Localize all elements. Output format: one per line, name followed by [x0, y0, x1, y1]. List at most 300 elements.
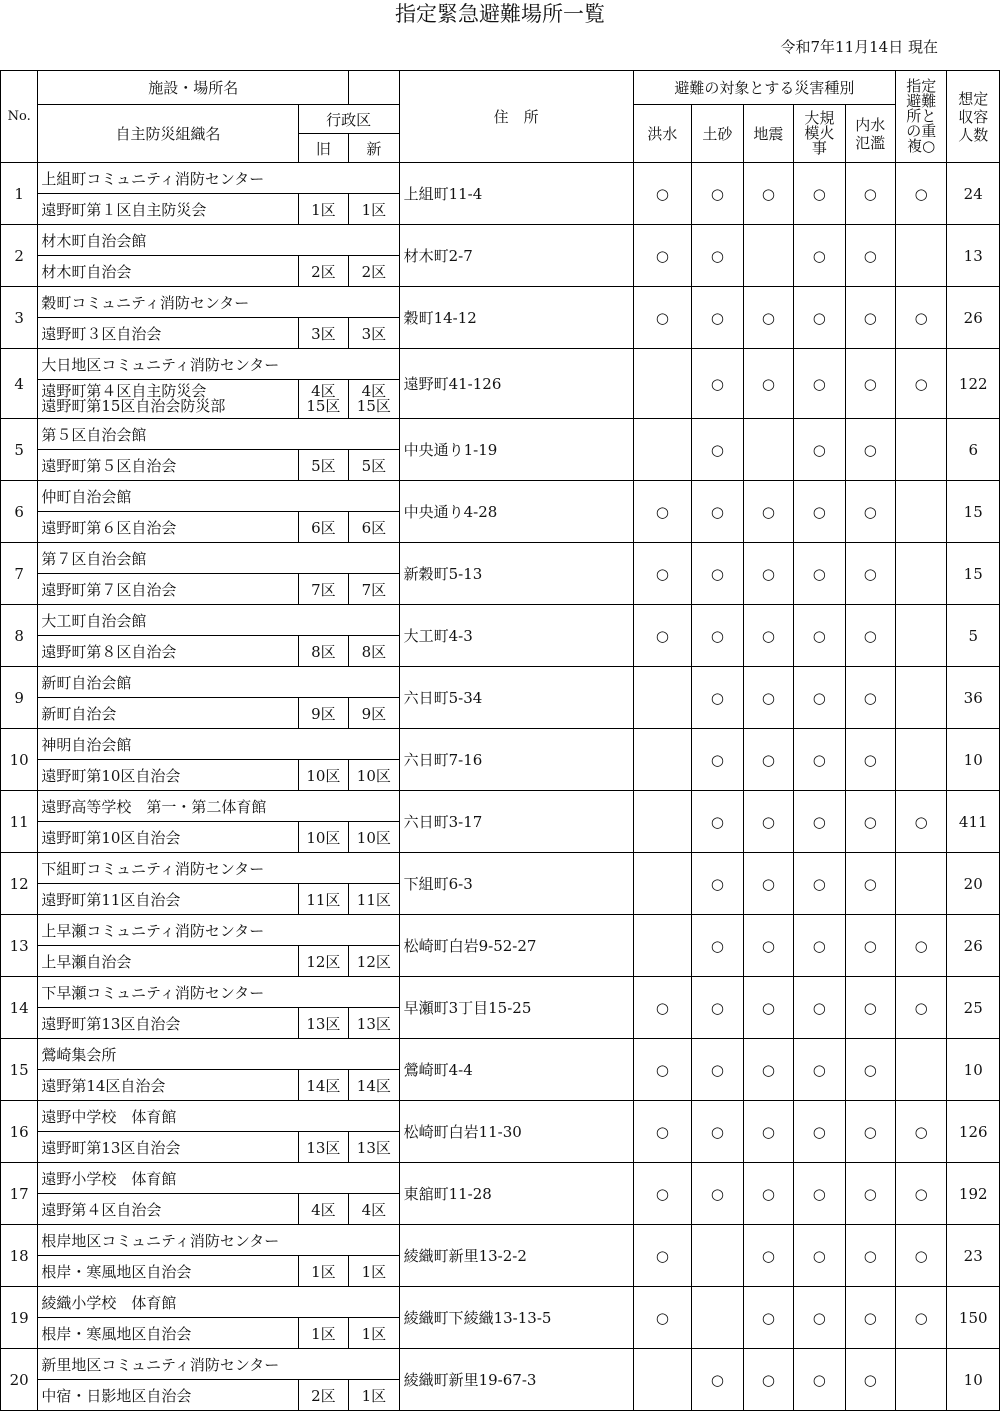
fire-mark: ○ — [794, 419, 845, 481]
inland-flood-mark: ○ — [845, 1349, 895, 1411]
overlap-mark: ○ — [896, 1287, 947, 1349]
landslide-mark: ○ — [692, 729, 743, 791]
address: 穀町14-12 — [399, 287, 633, 349]
earthquake-mark: ○ — [743, 1287, 793, 1349]
ward-new: 1区 — [349, 1318, 399, 1349]
capacity: 10 — [947, 1349, 1000, 1411]
ward-old: 4区 — [298, 1194, 348, 1225]
earthquake-mark: ○ — [743, 667, 793, 729]
flood-mark — [633, 791, 692, 853]
ward-old: 6区 — [298, 512, 348, 543]
address: 六日町7-16 — [399, 729, 633, 791]
landslide-mark: ○ — [692, 1039, 743, 1101]
facility-name: 大日地区コミュニティ消防センター — [38, 349, 399, 380]
facility-name: 鶯崎集会所 — [38, 1039, 399, 1070]
header-flood: 洪水 — [633, 105, 692, 163]
org-name: 遠野町第１区自主防災会 — [38, 194, 298, 225]
ward-new: 4区 — [361, 382, 387, 400]
facility-name: 上組町コミュニティ消防センター — [38, 163, 399, 194]
address: 上組町11-4 — [399, 163, 633, 225]
address: 綾織町新里13-2-2 — [399, 1225, 633, 1287]
ward-old: 1区 — [298, 1256, 348, 1287]
shelter-row — [1, 729, 1000, 760]
overlap-mark: ○ — [896, 1101, 947, 1163]
shelter-row — [1, 163, 1000, 194]
fire-mark: ○ — [794, 543, 845, 605]
capacity: 192 — [947, 1163, 1000, 1225]
capacity: 15 — [947, 481, 1000, 543]
landslide-mark: ○ — [692, 225, 743, 287]
capacity: 36 — [947, 667, 1000, 729]
capacity: 122 — [947, 349, 1000, 419]
overlap-mark — [896, 729, 947, 791]
capacity: 15 — [947, 543, 1000, 605]
capacity: 13 — [947, 225, 1000, 287]
org-name: 遠野町第７区自治会 — [38, 574, 298, 605]
overlap-mark — [896, 543, 947, 605]
facility-name: 下早瀬コミュニティ消防センター — [38, 977, 399, 1008]
shelter-row — [1, 1225, 1000, 1256]
org-name: 新町自治会 — [38, 698, 298, 729]
shelter-row — [1, 977, 1000, 1008]
landslide-mark — [692, 1287, 743, 1349]
earthquake-mark: ○ — [743, 1101, 793, 1163]
earthquake-mark: ○ — [743, 1349, 793, 1411]
flood-mark: ○ — [633, 1039, 692, 1101]
inland-flood-mark: ○ — [845, 853, 895, 915]
ward-new: 14区 — [349, 1070, 399, 1101]
capacity: 10 — [947, 1039, 1000, 1101]
ward-old: 2区 — [298, 1380, 348, 1411]
org-name-2: 遠野町第15区自治会防災部 — [41, 397, 226, 415]
earthquake-mark: ○ — [743, 1225, 793, 1287]
earthquake-mark: ○ — [743, 1039, 793, 1101]
fire-mark: ○ — [794, 605, 845, 667]
flood-mark: ○ — [633, 1225, 692, 1287]
landslide-mark: ○ — [692, 915, 743, 977]
shelter-row — [1, 915, 1000, 946]
flood-mark — [633, 853, 692, 915]
landslide-mark: ○ — [692, 1163, 743, 1225]
landslide-mark: ○ — [692, 667, 743, 729]
fire-mark: ○ — [794, 1163, 845, 1225]
shelter-row — [1, 791, 1000, 822]
fire-mark: ○ — [794, 667, 845, 729]
capacity: 5 — [947, 605, 1000, 667]
shelter-row — [1, 225, 1000, 256]
overlap-mark: ○ — [896, 287, 947, 349]
row-number: 1 — [1, 163, 38, 225]
capacity: 25 — [947, 977, 1000, 1039]
ward-new: 1区 — [349, 1380, 399, 1411]
header-ward: 行政区 — [298, 105, 399, 134]
ward-new: 2区 — [349, 256, 399, 287]
flood-mark: ○ — [633, 543, 692, 605]
overlap-mark — [896, 1039, 947, 1101]
overlap-mark: ○ — [896, 977, 947, 1039]
shelter-row — [1, 481, 1000, 512]
address: 松崎町白岩11-30 — [399, 1101, 633, 1163]
fire-mark: ○ — [794, 287, 845, 349]
shelter-row — [1, 543, 1000, 574]
inland-flood-mark: ○ — [845, 225, 895, 287]
inland-flood-mark: ○ — [845, 419, 895, 481]
ward-old: 14区 — [298, 1070, 348, 1101]
overlap-mark — [896, 419, 947, 481]
ward-new: 11区 — [349, 884, 399, 915]
ward-new: 9区 — [349, 698, 399, 729]
ward-old-2: 15区 — [306, 397, 341, 415]
capacity: 411 — [947, 791, 1000, 853]
ward-new: 1区 — [349, 1256, 399, 1287]
earthquake-mark: ○ — [743, 349, 793, 419]
fire-mark: ○ — [794, 1225, 845, 1287]
ward-old: 12区 — [298, 946, 348, 977]
address: 遠野町41-126 — [399, 349, 633, 419]
ward-old: 3区 — [298, 318, 348, 349]
capacity: 150 — [947, 1287, 1000, 1349]
evacuation-sites-table — [0, 70, 1000, 1411]
org-name: 遠野町第５区自治会 — [38, 450, 298, 481]
row-number: 19 — [1, 1287, 38, 1349]
org-name: 遠野町３区自治会 — [38, 318, 298, 349]
ward-new: 13区 — [349, 1132, 399, 1163]
capacity: 24 — [947, 163, 1000, 225]
inland-flood-mark: ○ — [845, 481, 895, 543]
facility-name: 遠野小学校 体育館 — [38, 1163, 399, 1194]
ward-new: 10区 — [349, 822, 399, 853]
address: 東舘町11-28 — [399, 1163, 633, 1225]
ward-old: 5区 — [298, 450, 348, 481]
address: 材木町2-7 — [399, 225, 633, 287]
ward-old: 13区 — [298, 1008, 348, 1039]
ward-new: 10区 — [349, 760, 399, 791]
overlap-mark: ○ — [896, 791, 947, 853]
fire-mark: ○ — [794, 163, 845, 225]
earthquake-mark: ○ — [743, 915, 793, 977]
ward-old: 13区 — [298, 1132, 348, 1163]
flood-mark — [633, 667, 692, 729]
flood-mark — [633, 349, 692, 419]
ward-new-cell — [349, 380, 399, 419]
row-number: 12 — [1, 853, 38, 915]
earthquake-mark: ○ — [743, 605, 793, 667]
org-name: 遠野町第10区自治会 — [38, 822, 298, 853]
shelter-row — [1, 1039, 1000, 1070]
org-name: 遠野第４区自治会 — [38, 1194, 298, 1225]
fire-mark: ○ — [794, 1039, 845, 1101]
shelter-row — [1, 1163, 1000, 1194]
fire-mark: ○ — [794, 729, 845, 791]
inland-flood-mark: ○ — [845, 349, 895, 419]
capacity: 26 — [947, 915, 1000, 977]
flood-mark — [633, 915, 692, 977]
header-fire: 大規模火事 — [794, 105, 845, 163]
address: 新穀町5-13 — [399, 543, 633, 605]
flood-mark: ○ — [633, 481, 692, 543]
inland-flood-mark: ○ — [845, 667, 895, 729]
fire-mark: ○ — [794, 977, 845, 1039]
row-number: 10 — [1, 729, 38, 791]
flood-mark: ○ — [633, 1163, 692, 1225]
row-number: 4 — [1, 349, 38, 419]
landslide-mark: ○ — [692, 419, 743, 481]
document-title: 指定緊急避難場所一覧 — [395, 2, 605, 26]
row-number: 2 — [1, 225, 38, 287]
org-name: 遠野町第10区自治会 — [38, 760, 298, 791]
ward-new: 1区 — [349, 194, 399, 225]
org-name: 遠野町第４区自主防災会 — [41, 382, 207, 400]
header-landslide: 土砂 — [692, 105, 743, 163]
header-address: 住 所 — [399, 71, 633, 163]
address: 六日町5-34 — [399, 667, 633, 729]
landslide-mark: ○ — [692, 481, 743, 543]
earthquake-mark: ○ — [743, 481, 793, 543]
ward-new: 5区 — [349, 450, 399, 481]
flood-mark — [633, 729, 692, 791]
overlap-mark — [896, 1349, 947, 1411]
ward-old: 8区 — [298, 636, 348, 667]
shelter-row — [1, 667, 1000, 698]
shelter-row — [1, 287, 1000, 318]
fire-mark: ○ — [794, 1349, 845, 1411]
flood-mark: ○ — [633, 163, 692, 225]
as-of-date: 令和7年11月14日 現在 — [780, 38, 938, 56]
row-number: 3 — [1, 287, 38, 349]
shelter-row — [1, 605, 1000, 636]
earthquake-mark: ○ — [743, 543, 793, 605]
shelter-row — [1, 1287, 1000, 1318]
landslide-mark: ○ — [692, 977, 743, 1039]
header-disaster-types: 避難の対象とする災害種別 — [633, 71, 895, 105]
capacity: 10 — [947, 729, 1000, 791]
org-name: 遠野町第６区自治会 — [38, 512, 298, 543]
landslide-mark: ○ — [692, 349, 743, 419]
capacity: 20 — [947, 853, 1000, 915]
header-facility: 施設・場所名 — [38, 71, 349, 105]
flood-mark: ○ — [633, 605, 692, 667]
landslide-mark: ○ — [692, 605, 743, 667]
org-name: 遠野町第11区自治会 — [38, 884, 298, 915]
overlap-mark — [896, 605, 947, 667]
capacity: 126 — [947, 1101, 1000, 1163]
flood-mark: ○ — [633, 287, 692, 349]
inland-flood-mark: ○ — [845, 1039, 895, 1101]
earthquake-mark — [743, 225, 793, 287]
header-overlap: 指定避難所との重複○ — [896, 71, 947, 163]
header-capacity: 想定収容人数 — [947, 71, 1000, 163]
fire-mark: ○ — [794, 1287, 845, 1349]
header-ward-old: 旧 — [298, 134, 348, 163]
overlap-mark: ○ — [896, 163, 947, 225]
ward-old: 10区 — [298, 822, 348, 853]
header-inland-flood: 内水氾濫 — [845, 105, 895, 163]
facility-name: 新町自治会館 — [38, 667, 399, 698]
ward-old: 11区 — [298, 884, 348, 915]
inland-flood-mark: ○ — [845, 729, 895, 791]
row-number: 9 — [1, 667, 38, 729]
inland-flood-mark: ○ — [845, 1287, 895, 1349]
earthquake-mark: ○ — [743, 791, 793, 853]
landslide-mark: ○ — [692, 543, 743, 605]
row-number: 17 — [1, 1163, 38, 1225]
inland-flood-mark: ○ — [845, 791, 895, 853]
ward-new-2: 15区 — [356, 397, 391, 415]
facility-name: 材木町自治会館 — [38, 225, 399, 256]
ward-old: 9区 — [298, 698, 348, 729]
landslide-mark: ○ — [692, 853, 743, 915]
row-number: 18 — [1, 1225, 38, 1287]
shelter-row — [1, 1349, 1000, 1380]
inland-flood-mark: ○ — [845, 1163, 895, 1225]
overlap-mark: ○ — [896, 349, 947, 419]
fire-mark: ○ — [794, 349, 845, 419]
header-empty-cell — [349, 71, 399, 105]
org-name: 遠野町第13区自治会 — [38, 1132, 298, 1163]
org-name-cell — [38, 380, 298, 419]
flood-mark: ○ — [633, 1101, 692, 1163]
row-number: 20 — [1, 1349, 38, 1411]
ward-new: 8区 — [349, 636, 399, 667]
org-name: 材木町自治会 — [38, 256, 298, 287]
header-no: No. — [1, 71, 38, 163]
shelter-row — [1, 1101, 1000, 1132]
facility-name: 神明自治会館 — [38, 729, 399, 760]
ward-new: 4区 — [349, 1194, 399, 1225]
org-name: 根岸・寒風地区自治会 — [38, 1256, 298, 1287]
address: 六日町3-17 — [399, 791, 633, 853]
fire-mark: ○ — [794, 225, 845, 287]
earthquake-mark: ○ — [743, 163, 793, 225]
ward-old-cell — [298, 380, 348, 419]
org-name: 遠野第14区自治会 — [38, 1070, 298, 1101]
capacity: 6 — [947, 419, 1000, 481]
row-number: 15 — [1, 1039, 38, 1101]
facility-name: 第７区自治会館 — [38, 543, 399, 574]
inland-flood-mark: ○ — [845, 1101, 895, 1163]
flood-mark: ○ — [633, 225, 692, 287]
ward-old: 10区 — [298, 760, 348, 791]
inland-flood-mark: ○ — [845, 977, 895, 1039]
fire-mark: ○ — [794, 853, 845, 915]
facility-name: 仲町自治会館 — [38, 481, 399, 512]
address: 鶯崎町4-4 — [399, 1039, 633, 1101]
earthquake-mark: ○ — [743, 287, 793, 349]
capacity: 26 — [947, 287, 1000, 349]
capacity: 23 — [947, 1225, 1000, 1287]
ward-new: 7区 — [349, 574, 399, 605]
row-number: 13 — [1, 915, 38, 977]
ward-new: 13区 — [349, 1008, 399, 1039]
facility-name: 上早瀬コミュニティ消防センター — [38, 915, 399, 946]
facility-name: 穀町コミュニティ消防センター — [38, 287, 399, 318]
shelter-row — [1, 419, 1000, 450]
address: 綾織町新里19-67-3 — [399, 1349, 633, 1411]
flood-mark — [633, 419, 692, 481]
ward-old: 7区 — [298, 574, 348, 605]
org-name: 遠野町第８区自治会 — [38, 636, 298, 667]
row-number: 8 — [1, 605, 38, 667]
flood-mark — [633, 1349, 692, 1411]
facility-name: 遠野高等学校 第一・第二体育館 — [38, 791, 399, 822]
header-org: 自主防災組織名 — [38, 105, 298, 163]
landslide-mark: ○ — [692, 1349, 743, 1411]
shelter-row — [1, 349, 1000, 380]
org-name: 遠野町第13区自治会 — [38, 1008, 298, 1039]
header-earthquake: 地震 — [743, 105, 793, 163]
fire-mark: ○ — [794, 791, 845, 853]
landslide-mark: ○ — [692, 791, 743, 853]
facility-name: 遠野中学校 体育館 — [38, 1101, 399, 1132]
org-name: 上早瀬自治会 — [38, 946, 298, 977]
fire-mark: ○ — [794, 1101, 845, 1163]
landslide-mark: ○ — [692, 1101, 743, 1163]
earthquake-mark — [743, 419, 793, 481]
overlap-mark: ○ — [896, 1225, 947, 1287]
address: 綾織町下綾織13-13-5 — [399, 1287, 633, 1349]
org-name: 中宿・日影地区自治会 — [38, 1380, 298, 1411]
row-number: 7 — [1, 543, 38, 605]
org-name: 根岸・寒風地区自治会 — [38, 1318, 298, 1349]
flood-mark: ○ — [633, 977, 692, 1039]
address: 松崎町白岩9-52-27 — [399, 915, 633, 977]
address: 下組町6-3 — [399, 853, 633, 915]
address: 大工町4-3 — [399, 605, 633, 667]
ward-new: 6区 — [349, 512, 399, 543]
flood-mark: ○ — [633, 1287, 692, 1349]
overlap-mark — [896, 225, 947, 287]
address: 中央通り4-28 — [399, 481, 633, 543]
fire-mark: ○ — [794, 915, 845, 977]
facility-name: 根岸地区コミュニティ消防センター — [38, 1225, 399, 1256]
facility-name: 下組町コミュニティ消防センター — [38, 853, 399, 884]
overlap-mark: ○ — [896, 915, 947, 977]
inland-flood-mark: ○ — [845, 1225, 895, 1287]
ward-new: 3区 — [349, 318, 399, 349]
address: 早瀬町3丁目15-25 — [399, 977, 633, 1039]
inland-flood-mark: ○ — [845, 915, 895, 977]
ward-old: 1区 — [298, 1318, 348, 1349]
row-number: 11 — [1, 791, 38, 853]
facility-name: 大工町自治会館 — [38, 605, 399, 636]
earthquake-mark: ○ — [743, 729, 793, 791]
row-number: 16 — [1, 1101, 38, 1163]
shelter-row — [1, 853, 1000, 884]
table-body — [1, 71, 1000, 1411]
overlap-mark — [896, 667, 947, 729]
header-row-1 — [1, 71, 1000, 105]
overlap-mark — [896, 853, 947, 915]
landslide-mark — [692, 1225, 743, 1287]
overlap-mark — [896, 481, 947, 543]
ward-old: 1区 — [298, 194, 348, 225]
row-number: 14 — [1, 977, 38, 1039]
earthquake-mark: ○ — [743, 977, 793, 1039]
header-ward-new: 新 — [349, 134, 399, 163]
row-number: 6 — [1, 481, 38, 543]
ward-old: 2区 — [298, 256, 348, 287]
ward-old: 4区 — [311, 382, 336, 400]
inland-flood-mark: ○ — [845, 287, 895, 349]
landslide-mark: ○ — [692, 163, 743, 225]
facility-name: 綾織小学校 体育館 — [38, 1287, 399, 1318]
earthquake-mark: ○ — [743, 853, 793, 915]
inland-flood-mark: ○ — [845, 163, 895, 225]
row-number: 5 — [1, 419, 38, 481]
earthquake-mark: ○ — [743, 1163, 793, 1225]
inland-flood-mark: ○ — [845, 605, 895, 667]
landslide-mark: ○ — [692, 287, 743, 349]
